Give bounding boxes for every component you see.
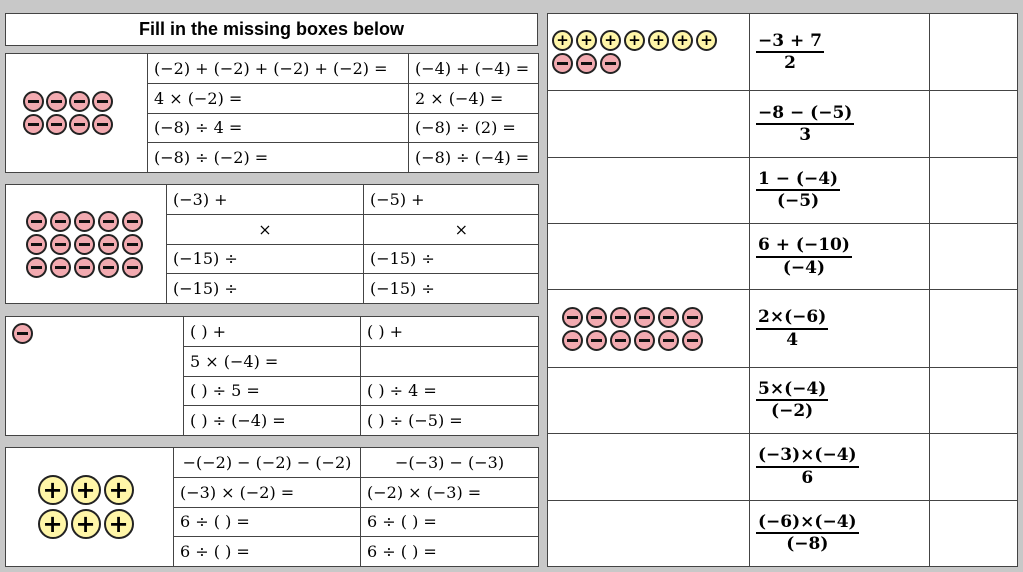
- fraction-numerator: 5×(−4): [756, 379, 828, 401]
- positive-counter-icon: +: [38, 509, 68, 539]
- mixed-counters: [552, 30, 732, 74]
- counter-cell[interactable]: [548, 434, 750, 500]
- negative-counter-icon: [610, 307, 631, 328]
- negative-counter-icon: [576, 53, 597, 74]
- negative-counter-icon: [74, 234, 95, 255]
- fraction-cell: [750, 434, 930, 500]
- expression-cell[interactable]: ×: [364, 214, 539, 244]
- counter-cell[interactable]: [548, 500, 750, 566]
- negative-counter-icon: [586, 330, 607, 351]
- counter-cell[interactable]: [548, 224, 750, 290]
- fraction-numerator: 2×(−6): [756, 307, 828, 329]
- positive-counter-icon: +: [552, 30, 573, 51]
- expression-cell[interactable]: [361, 346, 539, 376]
- expression-cell[interactable]: 6 ÷ ( ) =: [174, 507, 361, 537]
- section-1-table: [5, 53, 539, 173]
- fraction-numerator: 1 − (−4): [756, 169, 840, 191]
- negative-counter-icon: [26, 211, 47, 232]
- expression-cell[interactable]: (−5) +: [364, 185, 539, 215]
- expression-cell[interactable]: ( ) +: [184, 317, 361, 347]
- negative-counter-icon: [26, 234, 47, 255]
- expression-cell[interactable]: 6 ÷ ( ) =: [174, 537, 361, 567]
- negative-counter-icon: [658, 330, 679, 351]
- negative-counter-icon: [122, 257, 143, 278]
- expression-cell[interactable]: 6 ÷ ( ) =: [361, 537, 539, 567]
- negative-counter-icon: [122, 234, 143, 255]
- fraction-numerator: −3 + 7: [756, 31, 824, 53]
- expression-cell[interactable]: 6 ÷ ( ) =: [361, 507, 539, 537]
- answer-cell[interactable]: [930, 91, 1018, 157]
- section-4-table: [5, 447, 539, 567]
- negative-counter-icon: [562, 330, 583, 351]
- expression-cell[interactable]: (−4) + (−4) =: [409, 54, 539, 84]
- expression-cell[interactable]: (−3) +: [167, 185, 364, 215]
- negative-counter-icon: [98, 211, 119, 232]
- negative-counter-icon: [74, 211, 95, 232]
- expression-cell[interactable]: ( ) ÷ 4 =: [361, 376, 539, 406]
- expression-cell[interactable]: ( ) ÷ (−5) =: [361, 406, 539, 436]
- negative-counter-icon: [552, 53, 573, 74]
- answer-cell[interactable]: [930, 500, 1018, 566]
- fraction-denominator: (−2): [771, 401, 814, 422]
- positive-counter-icon: +: [71, 509, 101, 539]
- negative-counter-icon: [50, 234, 71, 255]
- fraction-numerator: (−3)×(−4): [756, 445, 859, 467]
- negative-counter-icon: [634, 307, 655, 328]
- expression-cell[interactable]: (−8) ÷ (−2) =: [148, 143, 409, 173]
- fraction-cell: [750, 500, 930, 566]
- expression-cell[interactable]: (−3) × (−2) =: [174, 477, 361, 507]
- expression-cell[interactable]: ( ) ÷ 5 =: [184, 376, 361, 406]
- expression-cell[interactable]: (−2) × (−3) =: [361, 477, 539, 507]
- expression-cell[interactable]: (−15) ÷: [167, 274, 364, 304]
- positive-counter-icon: +: [104, 475, 134, 505]
- negative-counter-icon: [74, 257, 95, 278]
- expression-cell[interactable]: 2 × (−4) =: [409, 83, 539, 113]
- fraction-numerator: 6 + (−10): [756, 235, 852, 257]
- negative-counter-icon: [658, 307, 679, 328]
- positive-counter-icon: +: [624, 30, 645, 51]
- positive-counter-icon: +: [648, 30, 669, 51]
- expression-cell[interactable]: (−15) ÷: [364, 274, 539, 304]
- negative-counter-icon: [682, 330, 703, 351]
- counter-cell[interactable]: [548, 367, 750, 433]
- positive-counter-icon: +: [576, 30, 597, 51]
- positive-counter-icon: +: [696, 30, 717, 51]
- negative-counters: [562, 307, 722, 351]
- answer-cell[interactable]: [930, 14, 1018, 91]
- counter-group: [6, 185, 167, 304]
- counter-cell[interactable]: [548, 91, 750, 157]
- fraction-cell: [750, 91, 930, 157]
- counter-group: [548, 14, 750, 91]
- negative-counters: [26, 211, 146, 278]
- negative-counter-icon: [122, 211, 143, 232]
- expression-cell[interactable]: 5 × (−4) =: [184, 346, 361, 376]
- expression-cell[interactable]: (−15) ÷: [167, 244, 364, 274]
- answer-cell[interactable]: [930, 157, 1018, 223]
- negative-counter-icon: [92, 114, 113, 135]
- counter-cell[interactable]: [548, 157, 750, 223]
- expression-cell[interactable]: ×: [167, 214, 364, 244]
- positive-counter-icon: +: [600, 30, 621, 51]
- expression-cell[interactable]: (−8) ÷ (−4) =: [409, 143, 539, 173]
- fraction-cell: [750, 14, 930, 91]
- negative-counters: [23, 91, 131, 135]
- answer-cell[interactable]: [930, 367, 1018, 433]
- positive-counters: [38, 475, 142, 539]
- expression-cell[interactable]: −(−3) − (−3): [361, 448, 539, 478]
- worksheet-title: Fill in the missing boxes below: [5, 13, 538, 46]
- fraction-cell: [750, 367, 930, 433]
- section-3-table: [5, 316, 539, 436]
- negative-counter-icon: [98, 234, 119, 255]
- fraction-table: [547, 13, 1018, 567]
- counter-group: [548, 290, 750, 367]
- section-2-table: [5, 184, 539, 304]
- expression-cell[interactable]: ( ) ÷ (−4) =: [184, 406, 361, 436]
- negative-counter-icon: [69, 114, 90, 135]
- negative-counter-icon: [23, 114, 44, 135]
- negative-counter-icon: [69, 91, 90, 112]
- answer-cell[interactable]: [930, 290, 1018, 367]
- negative-counter-icon: [586, 307, 607, 328]
- counter-group: [6, 317, 184, 436]
- expression-cell[interactable]: (−8) ÷ (2) =: [409, 113, 539, 143]
- negative-counter-icon: [600, 53, 621, 74]
- positive-counter-icon: +: [38, 475, 68, 505]
- fraction-cell: [750, 157, 930, 223]
- fraction-numerator: (−6)×(−4): [756, 512, 859, 534]
- negative-counter-icon: [682, 307, 703, 328]
- expression-cell[interactable]: (−8) ÷ 4 =: [148, 113, 409, 143]
- fraction-numerator: −8 − (−5): [756, 103, 854, 125]
- negative-counter-icon: [26, 257, 47, 278]
- negative-counter-icon: [46, 91, 67, 112]
- expression-cell[interactable]: 4 × (−2) =: [148, 83, 409, 113]
- negative-counter-icon: [50, 257, 71, 278]
- expression-cell[interactable]: (−15) ÷: [364, 244, 539, 274]
- negative-counter-icon: [50, 211, 71, 232]
- negative-counter-icon: [12, 323, 33, 344]
- fraction-denominator: (−4): [782, 257, 826, 278]
- counter-group: [6, 54, 148, 173]
- negative-counter-icon: [46, 114, 67, 135]
- fraction-denominator: 6: [801, 467, 814, 488]
- negative-counter-icon: [562, 307, 583, 328]
- answer-cell[interactable]: [930, 224, 1018, 290]
- positive-counter-icon: +: [672, 30, 693, 51]
- expression-cell[interactable]: (−2) + (−2) + (−2) + (−2) =: [148, 54, 409, 84]
- positive-counter-icon: +: [104, 509, 134, 539]
- expression-cell[interactable]: ( ) +: [361, 317, 539, 347]
- negative-counter-icon: [610, 330, 631, 351]
- negative-counter-icon: [634, 330, 655, 351]
- fraction-cell: [750, 290, 930, 367]
- fraction-denominator: 4: [786, 329, 799, 350]
- counter-group: [6, 448, 174, 567]
- expression-cell[interactable]: −(−2) − (−2) − (−2): [174, 448, 361, 478]
- fraction-denominator: 3: [799, 125, 812, 146]
- negative-counter-icon: [98, 257, 119, 278]
- negative-counter-icon: [92, 91, 113, 112]
- fraction-denominator: 2: [784, 53, 796, 74]
- positive-counter-icon: +: [71, 475, 101, 505]
- negative-counter-icon: [23, 91, 44, 112]
- fraction-denominator: (−5): [776, 191, 820, 212]
- fraction-denominator: (−8): [786, 534, 829, 555]
- answer-cell[interactable]: [930, 434, 1018, 500]
- fraction-cell: [750, 224, 930, 290]
